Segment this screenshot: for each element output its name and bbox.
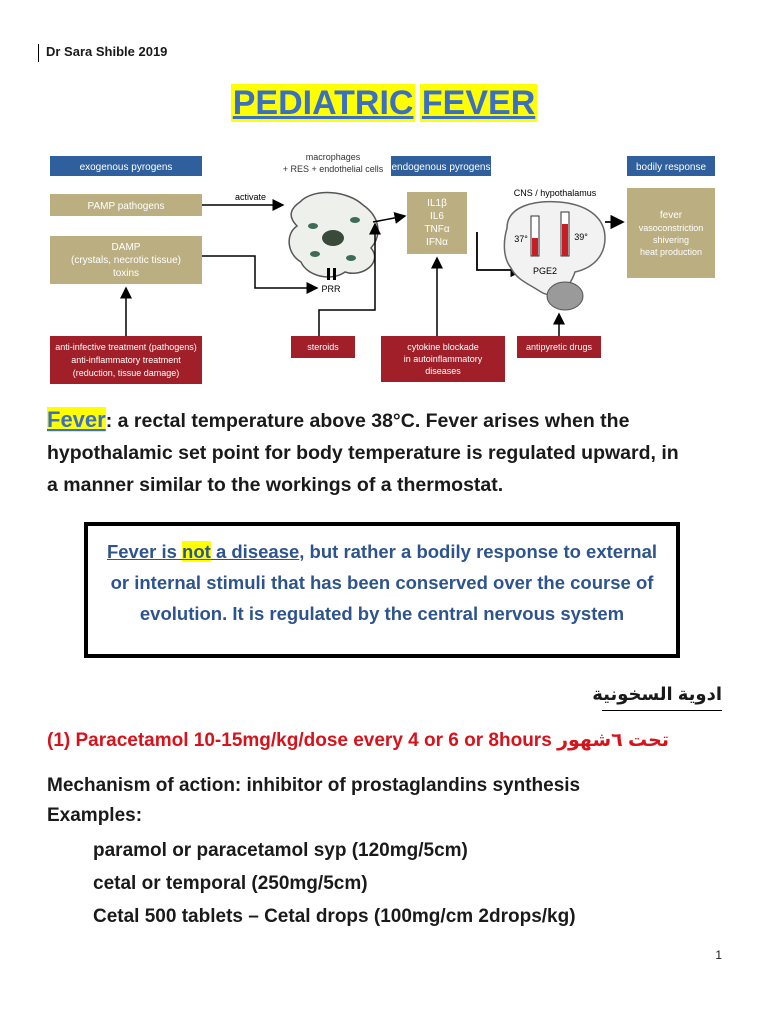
- response-heat: heat production: [639, 247, 703, 257]
- example-item: Cetal 500 tablets – Cetal drops (100mg/cm 2drops/kg): [93, 906, 576, 927]
- example-item: cetal or temporal (250mg/5cm): [93, 873, 368, 894]
- paracetamol-text: (1) Paracetamol 10-15mg/kg/dose every 4 or 6 or 8hours: [47, 730, 552, 751]
- page-title: [0, 84, 768, 123]
- anti-infective-label: anti-infective treatment (pathogens): [55, 342, 197, 352]
- macrophages-sublabel: + RES + endothelial cells: [282, 164, 384, 174]
- box-part1: Fever is: [106, 541, 183, 562]
- brain-outline: [504, 202, 605, 295]
- antipyretics-heading: ادوية السخونية: [592, 684, 722, 704]
- arabic-heading-underline: [602, 710, 722, 711]
- key-point-text: [88, 526, 676, 639]
- cytokine-blockade-label: cytokine blockade: [407, 342, 479, 352]
- fever-term: Fever: [47, 407, 106, 432]
- key-point-box: [84, 522, 680, 658]
- header-rule: [38, 44, 39, 62]
- macrophage-nucleus: [322, 230, 344, 246]
- examples-list: [93, 834, 576, 933]
- endogenous-header: endogenous pyrogens: [391, 162, 491, 173]
- mechanism-line: Mechanism of action: inhibitor of prostaglandins synthesis: [47, 775, 581, 796]
- page-number: 1: [715, 948, 722, 962]
- diseases-label: diseases: [425, 366, 461, 376]
- title-word-fever: FEVER: [421, 84, 536, 122]
- anti-reduction-label: (reduction, tissue damage): [72, 368, 180, 378]
- cns-label: CNS / hypothalamus: [513, 188, 597, 198]
- author-header: Dr Sara Shible 2019: [46, 44, 168, 59]
- macrophages-label: macrophages: [305, 152, 361, 162]
- temp-37: 37°: [514, 234, 528, 244]
- autoinflammatory-label: in autoinflammatory: [403, 354, 483, 364]
- example-item: paramol or paracetamol syp (120mg/5cm): [93, 840, 468, 861]
- damp-detail: (crystals, necrotic tissue): [70, 255, 182, 266]
- antipyretic-label: antipyretic drugs: [525, 342, 593, 352]
- fever-label: fever: [659, 210, 683, 221]
- steroids-label: steroids: [307, 342, 339, 352]
- paracetamol-dose: [47, 729, 669, 752]
- mechanism-section: [47, 771, 580, 831]
- paracetamol-arabic-note: تحت ٦شهور: [557, 730, 669, 751]
- cytokine-il1b: IL1β: [427, 198, 447, 209]
- pamp-label: PAMP pathogens: [87, 201, 165, 212]
- exogenous-header: exogenous pyrogens: [79, 162, 173, 173]
- macrophage-cytokine-arrow: [373, 216, 405, 222]
- cytokine-ifna: IFNα: [426, 237, 448, 248]
- anti-inflammatory-label: anti-inflammatory treatment: [71, 355, 181, 365]
- examples-label: Examples:: [47, 805, 143, 826]
- response-shivering: shivering: [652, 235, 690, 245]
- damp-label: DAMP: [111, 242, 141, 253]
- definition-line-2: hypothalamic set point for body temperature is regulated upward, in: [47, 442, 679, 464]
- definition-line-1: : a rectal temperature above 38°C. Fever arises when the: [105, 410, 630, 432]
- fever-definition: [47, 404, 737, 501]
- box-part3: , but rather a bodily response to external or internal stimuli that has been conserved over the course of evolution. It is regulated by the central nervous system: [110, 541, 658, 624]
- cerebellum: [547, 282, 583, 310]
- cytokine-il6: IL6: [430, 211, 444, 222]
- bodily-response-box: [627, 188, 715, 278]
- cytokine-tnfa: TNFα: [424, 224, 450, 235]
- definition-line-3: a manner similar to the workings of a thermostat.: [47, 474, 504, 496]
- box-part2: a disease: [210, 541, 300, 562]
- temp-39: 39°: [574, 232, 588, 242]
- pge2-label: PGE2: [532, 266, 558, 276]
- title-word-pediatric: PEDIATRIC: [232, 84, 414, 122]
- response-vasoconstriction: vasoconstriction: [638, 223, 704, 233]
- fever-pathway-diagram: [45, 150, 725, 390]
- bodily-header: bodily response: [635, 162, 707, 173]
- activate-label: activate: [235, 192, 267, 202]
- prr-label: PRR: [321, 284, 341, 294]
- damp-toxins: toxins: [112, 268, 140, 279]
- box-not: not: [182, 541, 211, 562]
